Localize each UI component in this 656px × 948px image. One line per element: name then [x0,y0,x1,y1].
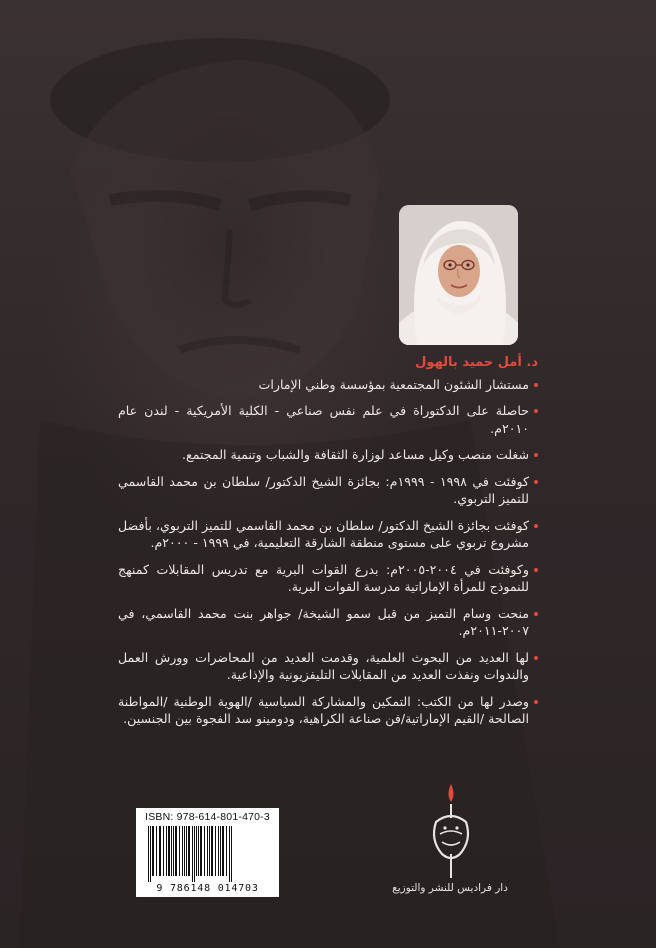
barcode-bar [229,826,230,882]
isbn-barcode [136,808,279,897]
bio-item: حاصلة على الدكتوراة في علم نفس صناعي - الكلية الأمريكية - لندن عام ٢٠١٠م. [118,402,538,437]
barcode-bar [211,826,213,876]
barcode-bars [145,826,270,882]
bullet-icon [534,409,538,413]
barcode-bar [207,826,208,876]
barcode-bar [166,826,167,876]
bio-item: مستشار الشئون المجتمعية بمؤسسة وطني الإمارات [118,376,538,394]
barcode-bar [156,826,157,876]
bio-item: وصدر لها من الكتب: التمكين والمشاركة السياسية /الهوية الوطنية /المواطنة الصالحة /القيم الإماراتية/فن صناعة الكراهية، ودومينو سد الفجوة بين الجنسين. [118,693,538,728]
barcode-bar [159,826,161,876]
barcode-bar [171,826,172,876]
bullet-icon [534,700,538,704]
barcode-bar [222,826,224,876]
bio-item: لها العديد من البحوث العلمية، وقدمت العديد من المحاضرات وورش العمل والندوات ونفذت العديد من المقابلات التليفزيونية والإذاعية. [118,649,538,684]
bio-item: وكوفئت في ٢٠٠٤-٢٠٠٥م: بدرع القوات البرية مع تدريس المقابلات كمنهج للنموذج للمرأة الإماراتية مدرسة القوات البرية. [118,561,538,596]
barcode-bar [218,826,219,876]
barcode-bar [188,826,190,876]
bullet-icon [534,568,538,572]
barcode-bar [173,826,174,876]
barcode-bar [168,826,170,876]
barcode-bar [150,826,151,882]
bullet-icon [534,524,538,528]
barcode-bar [184,826,185,876]
author-bio [118,354,538,737]
publisher-logo [420,782,482,882]
barcode-bar [226,826,227,876]
barcode-bar [196,826,197,876]
bio-item: كوفئت في ١٩٩٨ - ١٩٩٩م: بجائزة الشيخ الدكتور/ سلطان بن محمد القاسمي للتميز التربوي. [118,473,538,508]
barcode-bar [209,826,210,876]
author-photo [399,205,518,345]
barcode-number: 9 786148 014703 [156,883,259,894]
barcode-bar [186,826,187,876]
barcode-bar [204,826,205,876]
barcode-bar [182,826,183,876]
author-name: د. أمل حميد بالهول [415,355,538,370]
barcode-bar [152,826,154,876]
barcode-bar [198,826,199,876]
barcode-bar [231,826,232,882]
barcode-bar [220,826,221,876]
barcode-bar [215,826,216,876]
barcode-bar [179,826,180,876]
bullet-icon [534,453,538,457]
barcode-bar [194,826,195,882]
barcode-bar [148,826,149,882]
barcode-bar [163,826,164,876]
bullet-icon [534,480,538,484]
bullet-icon [534,612,538,616]
bullet-icon [534,383,538,387]
publisher-name: دار فراديس للنشر والتوزيع [392,882,508,894]
isbn-text: ISBN: 978-614-801-470-3 [145,811,270,823]
bio-item: كوفئت بجائزة الشيخ الدكتور/ سلطان بن محمد القاسمي للتميز التربوي، بأفضل مشروع تربوي على مستوى منطقة الشارقة التعليمية، في ١٩٩٩ - ٢٠٠٠م. [118,517,538,552]
bio-item: شغلت منصب وكيل مساعد لوزارة الثقافة والشباب وتنمية المجتمع. [118,446,538,464]
barcode-bar [175,826,177,876]
barcode-bar [192,826,193,882]
bio-item: منحت وسام التميز من قبل سمو الشيخة/ جواهر بنت محمد القاسمي، في ٢٠٠٧-٢٠١١م. [118,605,538,640]
bullet-icon [534,656,538,660]
barcode-bar [200,826,202,876]
